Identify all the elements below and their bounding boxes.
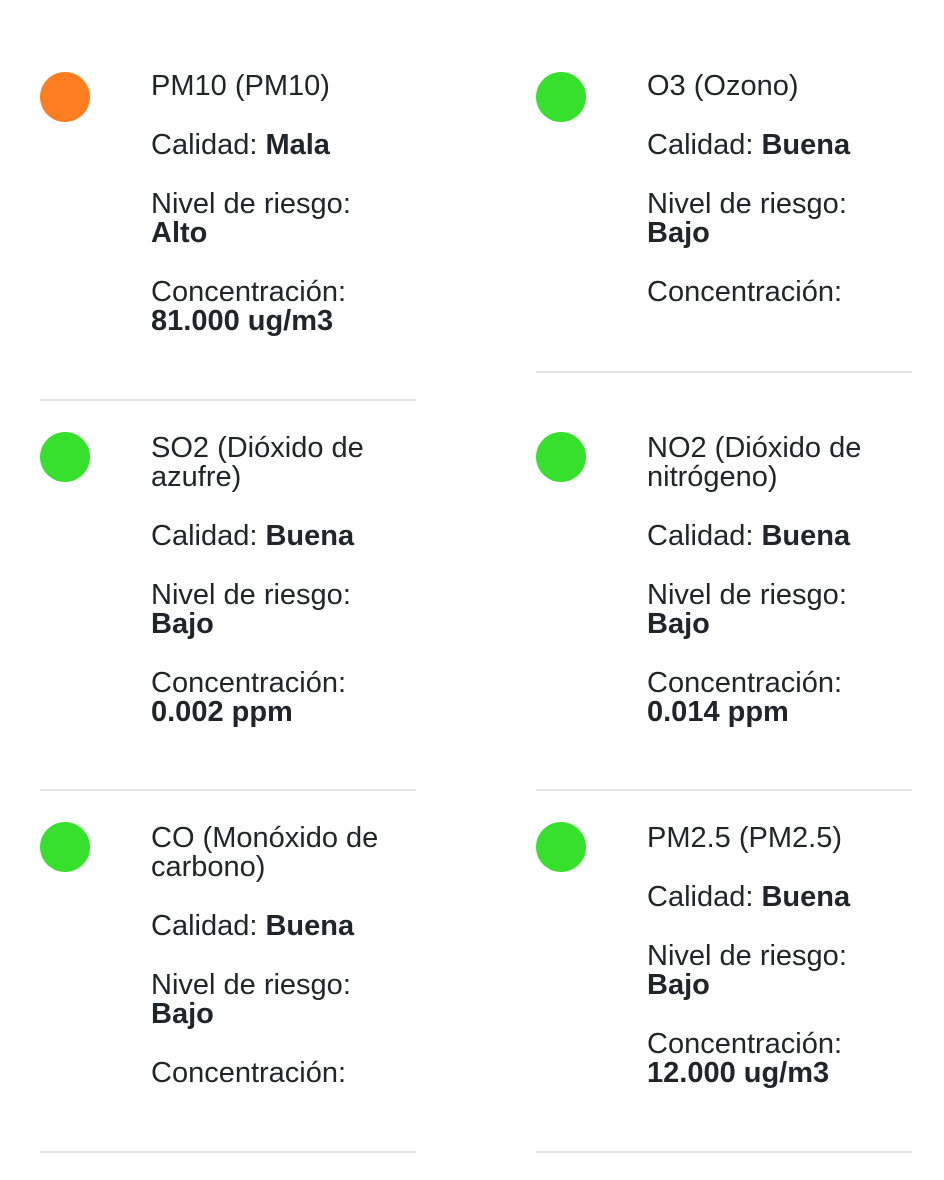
quality-label: Calidad: xyxy=(151,129,258,161)
pollutant-name: PM2.5 (PM2.5) xyxy=(647,822,842,854)
quality-row xyxy=(647,131,912,160)
risk-row xyxy=(151,581,416,639)
divider xyxy=(40,1151,416,1153)
concentration-value: 0.014 ppm xyxy=(647,696,789,728)
concentration-row xyxy=(647,669,912,727)
pollutant-info xyxy=(151,72,416,366)
quality-row xyxy=(151,912,416,941)
risk-label: Nivel de riesgo: xyxy=(647,188,847,220)
quality-value: Buena xyxy=(265,910,355,942)
concentration-value: 0.002 ppm xyxy=(151,696,293,728)
risk-value: Bajo xyxy=(151,608,214,640)
quality-value: Buena xyxy=(761,129,851,161)
concentration-label: Concentración: xyxy=(151,276,347,308)
concentration-row xyxy=(151,669,416,727)
pollutant-info xyxy=(647,434,912,757)
pollutant-info xyxy=(647,824,912,1118)
pollutant-name: CO (Monóxido de carbono) xyxy=(151,822,379,883)
pollutant-name: PM10 (PM10) xyxy=(151,70,330,102)
quality-row xyxy=(151,131,416,160)
pollutant-info xyxy=(151,824,416,1118)
concentration-row xyxy=(647,278,912,307)
risk-label: Nivel de riesgo: xyxy=(647,579,847,611)
quality-row xyxy=(151,522,416,551)
status-dot-icon xyxy=(536,432,586,482)
risk-row xyxy=(151,190,416,248)
risk-label: Nivel de riesgo: xyxy=(151,579,351,611)
concentration-row xyxy=(151,278,416,336)
status-dot-icon xyxy=(40,822,90,872)
status-dot-icon xyxy=(536,72,586,122)
risk-label: Nivel de riesgo: xyxy=(647,940,847,972)
quality-value: Buena xyxy=(761,520,851,552)
quality-row xyxy=(647,522,912,551)
risk-row xyxy=(647,942,912,1000)
risk-value: Bajo xyxy=(647,217,710,249)
concentration-label: Concentración: xyxy=(647,667,843,699)
risk-row xyxy=(151,971,416,1029)
concentration-value: 81.000 ug/m3 xyxy=(151,305,334,337)
pollutant-name: SO2 (Dióxido de azufre) xyxy=(151,432,364,493)
concentration-row xyxy=(151,1059,416,1088)
pollutant-info xyxy=(647,72,912,337)
quality-label: Calidad: xyxy=(151,910,258,942)
concentration-label: Concentración: xyxy=(151,667,347,699)
risk-label: Nivel de riesgo: xyxy=(151,188,351,220)
quality-label: Calidad: xyxy=(151,520,258,552)
status-dot-icon xyxy=(40,432,90,482)
divider xyxy=(40,789,416,791)
concentration-label: Concentración: xyxy=(647,1028,843,1060)
risk-label: Nivel de riesgo: xyxy=(151,969,351,1001)
divider xyxy=(536,1151,912,1153)
risk-row xyxy=(647,581,912,639)
pollutant-name: NO2 (Dióxido de nitrógeno) xyxy=(647,432,862,493)
quality-value: Buena xyxy=(761,881,851,913)
divider xyxy=(536,789,912,791)
pollutant-info xyxy=(151,434,416,757)
quality-label: Calidad: xyxy=(647,129,754,161)
status-dot-icon xyxy=(40,72,90,122)
risk-row xyxy=(647,190,912,248)
concentration-label: Concentración: xyxy=(647,276,843,308)
status-dot-icon xyxy=(536,822,586,872)
risk-value: Bajo xyxy=(151,998,214,1030)
quality-value: Buena xyxy=(265,520,355,552)
divider xyxy=(40,399,416,401)
risk-value: Alto xyxy=(151,217,208,249)
pollutant-name: O3 (Ozono) xyxy=(647,70,799,102)
risk-value: Bajo xyxy=(647,969,710,1001)
quality-row xyxy=(647,883,912,912)
concentration-label: Concentración: xyxy=(151,1057,347,1089)
quality-label: Calidad: xyxy=(647,881,754,913)
divider xyxy=(536,371,912,373)
concentration-row xyxy=(647,1030,912,1088)
quality-value: Mala xyxy=(265,129,330,161)
concentration-value: 12.000 ug/m3 xyxy=(647,1057,830,1089)
risk-value: Bajo xyxy=(647,608,710,640)
quality-label: Calidad: xyxy=(647,520,754,552)
